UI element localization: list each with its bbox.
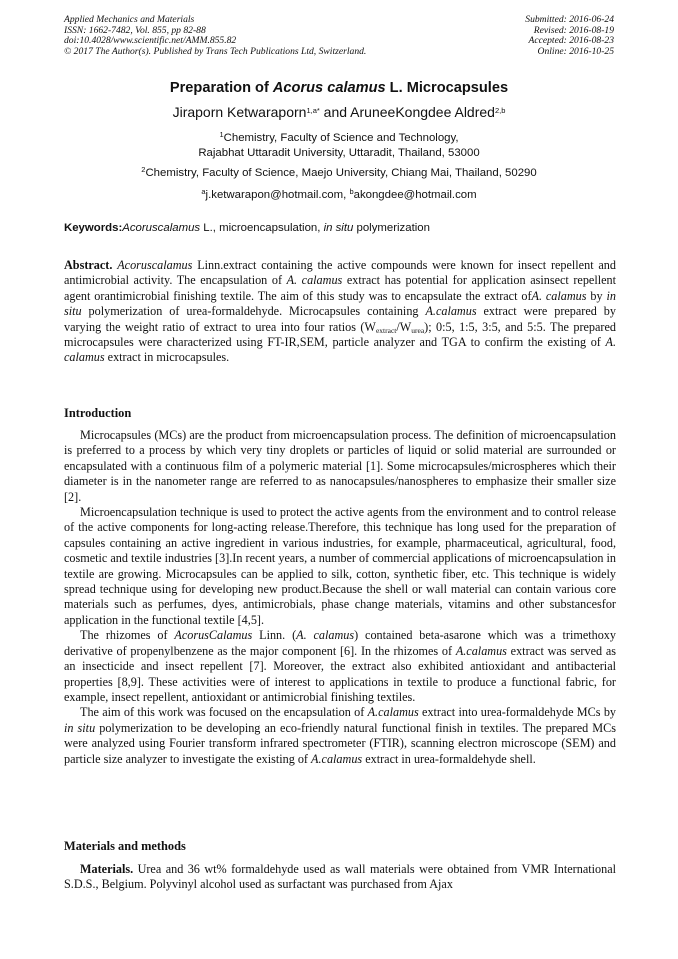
keyword-text: L., microencapsulation, <box>200 222 324 234</box>
methods-body <box>64 862 616 893</box>
intro-span: extract was served as an insecticide and insect repellent [7]. Moreover, the extract also exhibited antioxidant and antibacterial properties [8,9]. These activities were of interest to applications in textile to produce a functional fabric, for example, insect repellent, antioxidant or antimicrobial finishing textiles. <box>64 643 616 704</box>
abstract <box>64 258 616 366</box>
intro-span: A.calamus <box>367 705 419 720</box>
intro-span: The rhizomes of <box>80 628 175 643</box>
abstract-span: A. calamus <box>64 335 616 365</box>
affiliation-2-number: 2 <box>141 165 146 174</box>
abstract-subscript: extract <box>375 325 397 335</box>
abstract-span: ); 0:5, 1:5, 3:5, and 5:5. The prepared microcapsules were characterized using FT-IR,SEM, particle analyzer and TGA to confirm the existing of <box>64 319 616 350</box>
intro-span: A. calamus <box>296 628 355 643</box>
abstract-subscript: urea <box>411 325 425 335</box>
copyright-line: © 2017 The Author(s). Published by Trans Tech Publications Ltd, Switzerland. <box>64 45 367 57</box>
revised-date: Revised: 2016-08-19 <box>533 24 614 36</box>
abstract-span: /W <box>396 319 412 334</box>
author-emails <box>0 188 678 203</box>
intro-span: polymerization to be developing an eco-friendly natural functional finish in textiles. The prepared MCs were analyzed using Fourier transform infrared spectrometer (FTIR), scanning electron microscope (SEM) and particle size analyzer to investigate the existing of <box>64 720 616 766</box>
affiliation-2-line: Chemistry, Faculty of Science, Maejo University, Chiang Mai, Thailand, 50290 <box>145 167 537 179</box>
abstract-span: Linn.extract containing the active compounds were known for insect repellent and antimicrobial activity. The encapsulation of <box>64 258 616 288</box>
materials-text: Urea and 36 wt% formaldehyde used as wall materials were obtained from VMR International S.D.S., Belgium. Polyvinyl alcohol used as surfactant was purchased from Ajax <box>64 862 616 892</box>
intro-paragraph-2: Microencapsulation technique is used to protect the active agents from the environment and to control release of the active components for long-acting release.Therefore, this technique has long used for the preparation of capsules containing an active ingredient in various industries, for example, pharmaceutical, agricultural, food, cosmetic and textile industries [3].In recent years, a number of commercial applications of microencapsulation in textile are growing. Microcapsules can be applied to silk, cotton, synthetic fiber, etc. This technique is widely spread technique using for developing new product.Because the shell or wall material can contain various core materials such as perfumes, dyes, antimicrobials, phase change materials, vitamins and other substancesfor application in the functional textile [4,5]. <box>64 505 616 627</box>
abstract-label: Abstract. <box>64 258 113 272</box>
email-b-marker: b <box>349 187 354 196</box>
intro-span: A.calamus <box>311 751 363 766</box>
abstract-span: A. calamus <box>286 273 343 288</box>
abstract-span: in situ <box>64 288 616 319</box>
introduction-heading: Introduction <box>64 406 132 420</box>
accepted-date: Accepted: 2016-08-23 <box>528 35 614 47</box>
submitted-date: Submitted: 2016-06-24 <box>525 14 614 25</box>
keywords-label: Keywords: <box>64 222 123 234</box>
journal-header-right <box>525 15 614 57</box>
intro-span: AcorusCalamus <box>174 628 253 643</box>
online-date: Online: 2016-10-25 <box>537 45 614 57</box>
abstract-span: polymerization of urea-formaldehyde. Microcapsules containing <box>81 304 426 319</box>
abstract-span: Acoruscalamus <box>117 258 193 272</box>
email-a: j.ketwarapon@hotmail.com, <box>205 189 350 201</box>
intro-span: A.calamus <box>455 643 507 658</box>
email-a-marker: a <box>201 187 206 196</box>
affiliation-1-number: 1 <box>219 130 224 139</box>
email-b: akongdee@hotmail.com <box>353 189 477 201</box>
doi-line: doi:10.4028/www.scientific.net/AMM.855.82 <box>64 35 237 47</box>
paper-title <box>0 80 678 96</box>
abstract-span: extract has potential for application asinsect repellent agent orantimicrobial finishing textile. The aim of this study was to encapsulate the extract of <box>64 273 616 303</box>
keywords <box>64 222 616 234</box>
title-post: L. Microcapsules <box>385 80 509 96</box>
intro-span: in situ <box>64 720 96 735</box>
intro-paragraph-4 <box>64 705 616 767</box>
keyword-species: Acoruscalamus <box>122 222 201 234</box>
author-conjunction: and <box>319 104 351 120</box>
abstract-span: extract in microcapsules. <box>104 350 230 365</box>
affiliation-2 <box>0 166 678 181</box>
affiliation-1-line-2: Rajabhat Uttaradit University, Uttaradit, Thailand, 53000 <box>198 147 480 159</box>
abstract-span: extract were prepared by varying the weight ratio of extract to urea into four ratios (W <box>64 304 616 334</box>
affiliation-1-line-1: Chemistry, Faculty of Science and Technology, <box>223 132 459 144</box>
author-1-marker: 1,a* <box>306 106 320 115</box>
title-pre: Preparation of <box>169 80 273 96</box>
intro-span: extract into urea-formaldehyde MCs by <box>418 705 617 720</box>
abstract-span: A. calamus <box>531 288 587 303</box>
intro-span: Linn. ( <box>252 628 297 643</box>
intro-paragraph-1: Microcapsules (MCs) are the product from microencapsulation process. The definition of microencapsulation is preferred to a process by which very tiny droplets or particles of liquid or solid material are surrounded or encapsulated with a continuous film of a polymeric material [1]. Some microcapsules/microspheres which their diameter is in the nanometer range are referred to as nanocapsules/nanospheres to emphasize their smaller size [2]. <box>64 428 616 504</box>
author-1: Jiraporn Ketwaraporn <box>172 104 307 120</box>
author-2-marker: 2,b <box>494 106 506 115</box>
author-2: AruneeKongdee Aldred <box>350 104 495 120</box>
intro-paragraph-3 <box>64 628 616 705</box>
keyword-polymerization: polymerization <box>353 222 430 234</box>
title-species: Acorus calamus <box>272 80 386 96</box>
journal-header-left <box>64 15 366 57</box>
intro-span: extract in urea-formaldehyde shell. <box>362 751 536 766</box>
intro-span: ) contained beta-asarone which was a trimethoxy derivative of propenylbenzene as the major component [6]. In the rhizomes of <box>64 628 616 658</box>
introduction-body <box>64 428 616 767</box>
abstract-span: A.calamus <box>425 304 477 319</box>
intro-span: The aim of this work was focused on the encapsulation of <box>80 705 368 720</box>
journal-name: Applied Mechanics and Materials <box>64 14 195 25</box>
materials-label: Materials. <box>80 862 134 876</box>
issn-line: ISSN: 1662-7482, Vol. 855, pp 82-88 <box>64 24 206 36</box>
abstract-span: by <box>586 288 607 303</box>
affiliation-1 <box>0 131 678 161</box>
author-list <box>0 104 678 120</box>
methods-heading: Materials and methods <box>64 839 186 853</box>
keyword-insitu: in situ <box>323 222 354 234</box>
